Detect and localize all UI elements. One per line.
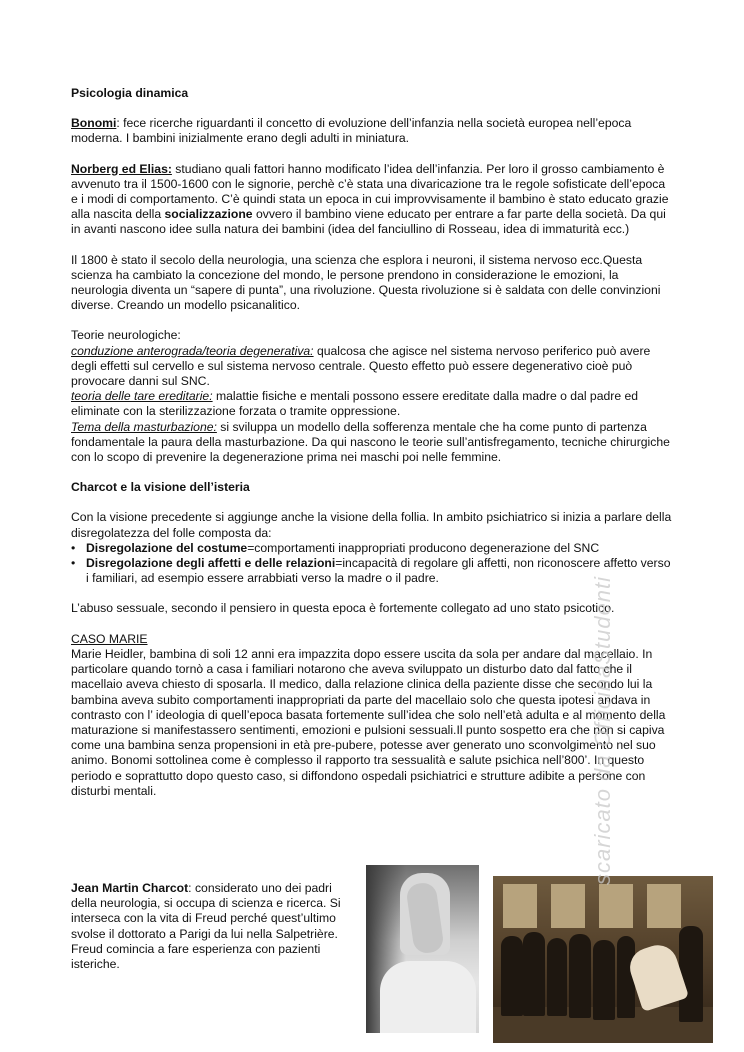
disregolazione-list bbox=[71, 541, 675, 587]
charcot-lecture-painting bbox=[493, 876, 713, 1043]
bullet-text: =incapacità di regolare gli affetti, non riconoscere affetto verso i familiari, ad esempio essere arrabbiati verso la madre o il padre. bbox=[86, 556, 671, 586]
theory-text: qualcosa che agisce nel sistema nervoso periferico può avere degli effetti sul cervello e sul sistema nervoso centrale. Questo effetto può essere degenerativo cioè può provocare danni sul SNC. bbox=[71, 343, 651, 389]
theory-term: conduzione anterograda/teoria degenerativa: bbox=[71, 343, 314, 358]
abuse-paragraph: L’abuso sessuale, secondo il pensiero in questa epoca è fortemente collegato ad uno stato psicotico. bbox=[71, 601, 615, 616]
hysteria-photo bbox=[366, 865, 479, 1033]
charcot-heading: Charcot e la visione dell’isteria bbox=[71, 480, 250, 495]
charcot-paragraph bbox=[71, 881, 355, 972]
document-body bbox=[71, 86, 675, 799]
bonomi-paragraph bbox=[71, 116, 675, 146]
list-item bbox=[71, 541, 675, 556]
bonomi-text: : fece ricerche riguardanti il concetto di evoluzione dell’infanzia nella società europea nell’epoca moderna. I bambini inizialmente erano degli adulti in miniatura. bbox=[71, 116, 632, 146]
charcot-name: Jean Martin Charcot bbox=[71, 881, 189, 895]
theory-text: si sviluppa un modello della sofferenza mentale che ha come punto di partenza fondamentale la paura della masturbazione. Da qui nascono le teorie sull’antisfregamento, tecniche chirurgiche con lo scopo di prevenire la degenerazione prima nei maschi poi nelle femmine. bbox=[71, 419, 670, 465]
case-title: CASO MARIE bbox=[71, 631, 148, 646]
bullet-term: Disregolazione del costume bbox=[86, 540, 248, 555]
norberg-bold-term: socializzazione bbox=[164, 207, 253, 222]
case-paragraph: Marie Heidler, bambina di soli 12 anni era impazzita dopo essere uscita da sola per andare dal macellaio. In particolare quando tornò a casa i familiari notarono che aveva sviluppato un disturbo dato dal fatto che il macellaio aveva chiesto di sposarla. Il medico, dalla relazione clinica della paziente disse che secondo lui la bambina aveva subito comportamenti inappropriati da parte del macellaio solo che questa ipotesi andava in contrasto con l’ ideologia di quell’epoca basata fortemente sull’idea che solo nell’età adulta e al momento della maturazione si manifestassero sentimenti, emozioni e pulsioni sessuali.Il punto sospetto era che non si capiva come una bambina senza propensioni in età pre-pubere, potesse aver generato uno sconvolgimento nel suo animo. Bonomi sottolinea come è complesso il rapporto tra sessualità e salute psichica nell’800’. In questo periodo e soprattutto dopo questo caso, si diffondono ospedali psichiatrici e strutture adibite a persone con disturbi mentali. bbox=[71, 646, 666, 798]
charcot-text: : considerato uno dei padri della neurologia, si occupa di scienza e ricerca. Si interseca con la vita di Freud perché quest’ultimo svolse il dottorato a Parigi da lui nella Salpetrière. Freud comincia a fare esperienza con pazienti isteriche. bbox=[71, 881, 341, 972]
theory-item bbox=[71, 389, 675, 419]
bonomi-name: Bonomi bbox=[71, 116, 117, 131]
theory-item bbox=[71, 344, 675, 390]
page-title: Psicologia dinamica bbox=[71, 86, 189, 100]
bullet-term: Disregolazione degli affetti e delle relazioni bbox=[86, 556, 336, 571]
norberg-paragraph bbox=[71, 162, 675, 238]
bullet-text: =comportamenti inappropriati producono degenerazione del SNC bbox=[247, 540, 600, 555]
norberg-text-1: studiano quali fattori hanno modificato l’idea dell’infanzia. Per loro il grosso cambiamento è avvenuto tra il 1500-1600 con le signorie, perchè c’è stata una divaricazione tra le regole sofisticate dell’epoca e i modi di comportamento. C’è quindi stata un epoca in cui improvvisamente il bambino è stato educato grazie alla nascita della bbox=[71, 161, 669, 222]
theory-text: malattie fisiche e mentali possono essere ereditate dalla madre o dal padre ed eliminate con la sterilizzazione forzata o tramite oppressione. bbox=[71, 389, 639, 419]
norberg-name: Norberg ed Elias: bbox=[71, 161, 172, 176]
watermark-text: scaricato da OfficinaStudenti bbox=[590, 575, 615, 885]
follia-paragraph: Con la visione precedente si aggiunge anche la visione della follia. In ambito psichiatrico si inizia a parlare della disregolatezza del folle composta da: bbox=[71, 510, 672, 540]
theory-term: teoria delle tare ereditarie: bbox=[71, 389, 213, 404]
norberg-text-2: ovvero il bambino viene educato per entrare a far parte della società. Da qui in avanti nascono idee sulla natura dei bambini (idea del fanciullino di Rosseau, idea di immaturità ecc.) bbox=[71, 207, 666, 237]
theories-intro: Teorie neurologiche: bbox=[71, 328, 181, 343]
theory-term: Tema della masturbazione: bbox=[71, 419, 217, 434]
list-item bbox=[71, 556, 675, 586]
theory-item bbox=[71, 420, 675, 466]
neurology-paragraph: Il 1800 è stato il secolo della neurologia, una scienza che esplora i neuroni, il sistema nervoso ecc.Questa scienza ha cambiato la concezione del mondo, le persone prendono in considerazione le emozioni, la neurologia diventa un “sapere di punta”, una rivoluzione. Questa rivoluzione si è saldata con delle convinzioni diverse. Creando un modello psicanalitico. bbox=[71, 252, 661, 313]
